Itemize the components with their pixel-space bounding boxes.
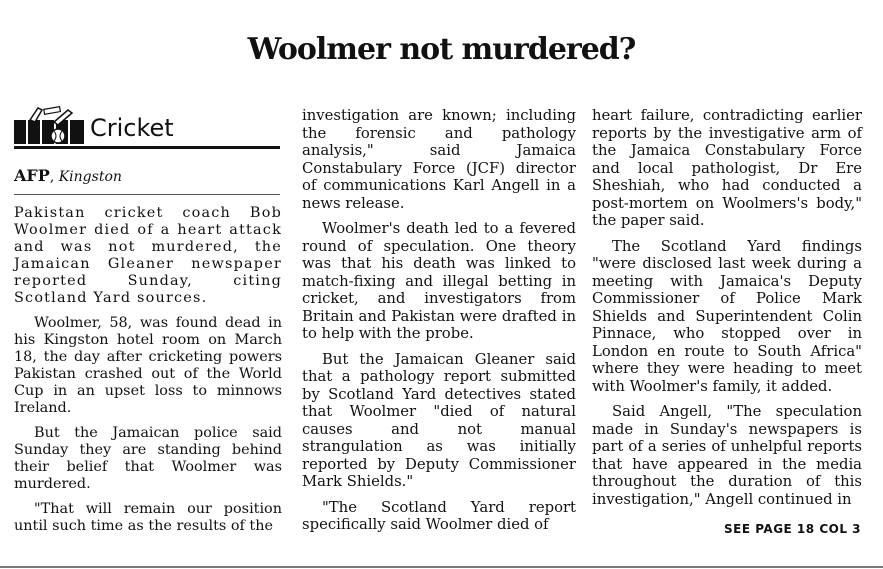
continuation-jump-line: SEE PAGE 18 COL 3 <box>724 522 861 536</box>
byline <box>14 166 280 187</box>
paragraph: Woolmer, 58, was found dead in his Kingston hotel room on March 18, the day after cricketing powers Pakistan crashed out of the World Cup in an upset loss to minnows Ireland. <box>14 315 282 416</box>
paragraph: But the Jamaican Gleaner said that a pathology report submitted by Scotland Yard detectives stated that Woolmer "died of natural causes and not manual strangulation as was initially reported by Deputy Commissioner Mark Shields." <box>302 350 576 490</box>
article-column-2 <box>302 107 576 542</box>
bottom-rule <box>0 566 883 568</box>
paragraph: Said Angell, "The speculation made in Sunday's newspapers is part of a series of unhelpful reports that have appeared in the media throughout the duration of this investigation," Angell continued in <box>592 403 862 508</box>
paragraph: "That will remain our position until such time as the results of the <box>14 501 282 534</box>
paragraph: "The Scotland Yard report specifically said Woolmer died of <box>302 498 576 533</box>
section-header <box>14 102 280 149</box>
headline: Woolmer not murdered? <box>247 32 636 67</box>
byline-divider <box>14 194 280 195</box>
article-column-3 <box>592 107 862 516</box>
article-column-1 <box>14 205 282 543</box>
byline-place: Kingston <box>58 169 122 185</box>
cricket-bat-ball-icon <box>14 106 86 146</box>
byline-separator: , <box>49 169 59 185</box>
paragraph: The Scotland Yard findings "were disclosed last week during a meeting with Jamaica's Deputy Commissioner of Police Mark Shields and Superintendent Colin Pinnace, who stopped over in London en route to South Africa" where they were heading to meet with Woolmer's family, it added. <box>592 237 862 395</box>
paragraph: investigation are known; including the forensic and pathology analysis," said Jamaica Constabulary Force (JCF) director of communications Karl Angell in a news release. <box>302 107 576 212</box>
paragraph: heart failure, contradicting earlier reports by the investigative arm of the Jamaica Constabulary Force and local pathologist, Dr Ere Sheshiah, who had conducted a post-mortem on Woolmers's body," the paper said. <box>592 107 862 229</box>
byline-agency: AFP <box>14 166 50 185</box>
paragraph: Pakistan cricket coach Bob Woolmer died of a heart attack and was not murdered, the Jamaican Gleaner newspaper reported Sunday, citing Scotland Yard sources. <box>14 205 282 306</box>
paragraph: But the Jamaican police said Sunday they are standing behind their belief that Woolmer was murdered. <box>14 425 282 492</box>
paragraph: Woolmer's death led to a fevered round of speculation. One theory was that his death was linked to match-fixing and illegal betting in cricket, and investigators from Britain and Pakistan were drafted in to help with the probe. <box>302 220 576 342</box>
section-label: Cricket <box>90 114 174 142</box>
